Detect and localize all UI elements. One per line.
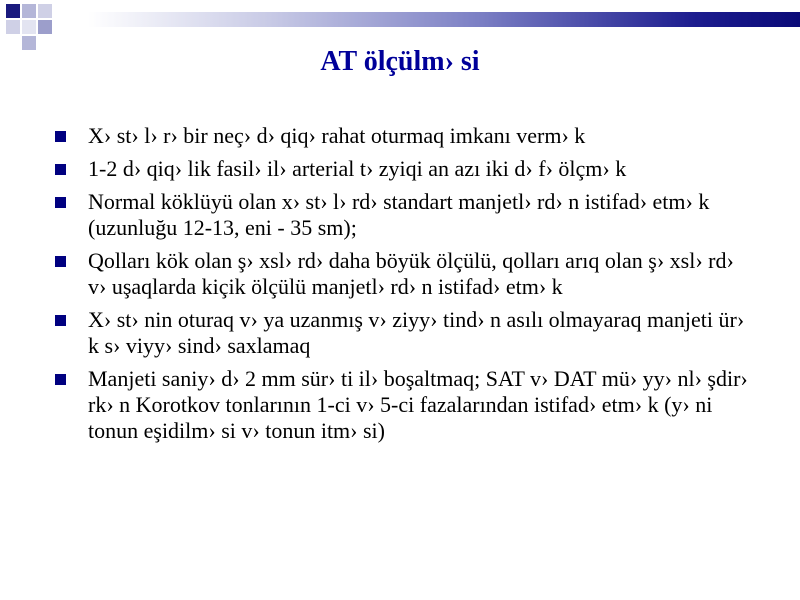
list-item [52, 123, 752, 149]
bullet-list [52, 123, 752, 451]
list-item [52, 248, 752, 300]
slide-title: AT ölçülm› si [320, 46, 480, 77]
corner-square [38, 20, 52, 34]
square-bullet-icon [55, 131, 66, 142]
list-item-text: X› st› l› r› bir neç› d› qiq› rahat oturmaq imkanı verm› k [88, 123, 586, 148]
square-bullet-icon [55, 315, 66, 326]
list-item [52, 189, 752, 241]
list-item [52, 307, 752, 359]
square-bullet-icon [55, 197, 66, 208]
corner-square [6, 20, 20, 34]
square-bullet-icon [55, 256, 66, 267]
corner-square [22, 20, 36, 34]
list-item-text: 1-2 d› qiq› lik fasil› il› arterial t› zyiqi an azı iki d› f› ölçm› k [88, 156, 627, 181]
list-item [52, 366, 752, 444]
corner-square [22, 4, 36, 18]
list-item [52, 156, 752, 182]
list-item-text: Manjeti saniy› d› 2 mm sür› ti il› boşaltmaq; SAT v› DAT mü› yy› nl› şdir› rk› n Korotkov tonlarının 1-ci v› 5-ci fazalarından istifad› etm› k (y› ni tonun eşidilm› si v› tonun itm› si) [88, 366, 748, 443]
header-gradient-bar [88, 12, 800, 27]
list-item-text: Normal köklüyü olan x› st› l› rd› standart manjetl› rd› n istifad› etm› k (uzunluğu 12-13, eni - 35 sm); [88, 189, 710, 240]
square-bullet-icon [55, 164, 66, 175]
corner-square [6, 4, 20, 18]
list-item-text: X› st› nin oturaq v› ya uzanmış v› ziyy› tind› n asılı olmayaraq manjeti ür› k s› viyy› sind› saxlamaq [88, 307, 745, 358]
list-item-text: Qolları kök olan ş› xsl› rd› daha böyük ölçülü, qolları arıq olan ş› xsl› rd› v› uşaqlarda kiçik ölçülü manjetl› rd› n istifad› etm› k [88, 248, 734, 299]
square-bullet-icon [55, 374, 66, 385]
corner-square [38, 4, 52, 18]
